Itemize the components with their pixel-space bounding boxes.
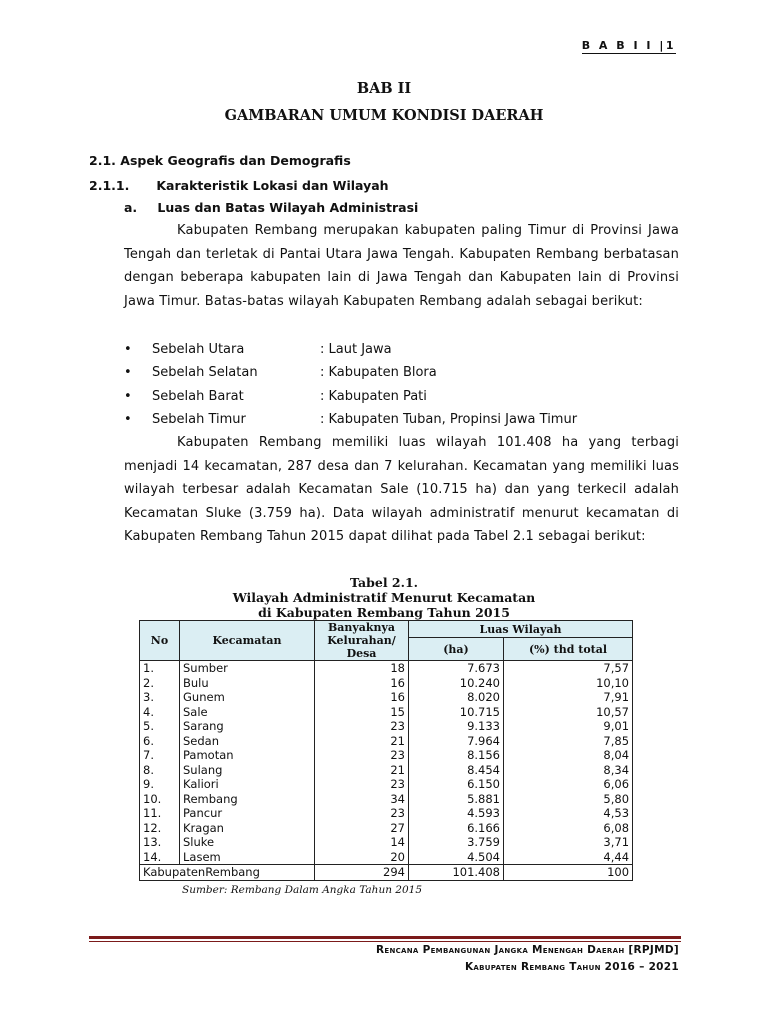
subsection-letter: a. [124,200,138,215]
paragraph-text: Kabupaten Rembang merupakan kabupaten paling Timur di Provinsi Jawa Tengah dan terletak di Pantai Utara Jawa Tengah. Kabupaten Rembang berbatasan dengan beberapa kabupaten lain di Jawa Tengah dan Kabupaten lain di Provinsi Jawa Timur. Batas-batas wilayah Kabupaten Rembang adalah sebagai berikut: [124,223,679,309]
cell-kecamatan: Kragan [180,821,315,836]
table-row [140,676,633,691]
cell-pct: 4,44 [504,850,633,865]
cell-no: 7. [140,748,180,763]
table-row [140,690,633,705]
cell-kecamatan: Sluke [180,835,315,850]
cell-kecamatan: Sedan [180,734,315,749]
cell-desa: 27 [315,821,409,836]
footer-region-years: Kabupaten Rembang Tahun 2016 – 2021 [465,961,679,973]
cell-ha: 3.759 [409,835,504,850]
cell-pct: 4,53 [504,806,633,821]
table-row [140,661,633,676]
cell-no: 2. [140,676,180,691]
col-header-luas: Luas Wilayah [409,621,633,638]
cell-desa: 23 [315,777,409,792]
cell-no: 3. [140,690,180,705]
table-row [140,734,633,749]
cell-pct: 10,10 [504,676,633,691]
cell-no: 1. [140,661,180,676]
cell-pct: 7,57 [504,661,633,676]
col-header-ha: (ha) [409,638,504,661]
border-direction: Sebelah Barat [152,389,244,404]
cell-desa: 16 [315,676,409,691]
section-number: 2.1. [89,153,116,168]
cell-desa: 20 [315,850,409,865]
cell-pct: 5,80 [504,792,633,807]
cell-pct: 8,34 [504,763,633,778]
district-area-table [139,620,633,881]
col-header-banyaknya: Banyaknya Kelurahan/ Desa [315,621,409,661]
cell-kecamatan: Bulu [180,676,315,691]
cell-total-desa: 294 [315,865,409,881]
cell-kecamatan: Sarang [180,719,315,734]
cell-no: 6. [140,734,180,749]
section-title: Aspek Geografis dan Demografis [120,153,351,168]
table-row [140,748,633,763]
cell-ha: 8.454 [409,763,504,778]
table-row [140,763,633,778]
border-direction: Sebelah Timur [152,412,246,427]
footer-rule-thick [89,936,681,939]
cell-pct: 8,04 [504,748,633,763]
section-heading-2-1 [89,153,351,168]
cell-ha: 10.715 [409,705,504,720]
table-row [140,850,633,865]
cell-kecamatan: Rembang [180,792,315,807]
bullet: • [124,342,132,357]
cell-desa: 21 [315,734,409,749]
table-row [140,806,633,821]
cell-desa: 23 [315,748,409,763]
section-number: 2.1.1. [89,178,130,193]
cell-no: 9. [140,777,180,792]
cell-no: 8. [140,763,180,778]
cell-ha: 4.504 [409,850,504,865]
bullet: • [124,412,132,427]
bullet: • [124,365,132,380]
cell-pct: 7,91 [504,690,633,705]
cell-desa: 18 [315,661,409,676]
border-value: : Kabupaten Tuban, Propinsi Jawa Timur [320,412,578,427]
cell-desa: 23 [315,806,409,821]
paragraph-location [124,219,679,313]
cell-no: 4. [140,705,180,720]
chapter-title: GAMBARAN UMUM KONDISI DAERAH [224,107,544,124]
table-caption-number: Tabel 2.1. [349,575,419,590]
chapter-number: BAB II [356,80,412,97]
cell-total-label: KabupatenRembang [140,865,315,881]
subsection-title: Luas dan Batas Wilayah Administrasi [157,200,419,215]
cell-pct: 10,57 [504,705,633,720]
border-value: : Kabupaten Pati [320,389,427,404]
cell-kecamatan: Pancur [180,806,315,821]
cell-no: 10. [140,792,180,807]
cell-kecamatan: Lasem [180,850,315,865]
col-header-pct: (%) thd total [504,638,633,661]
page-header-label: B A B I I |1 [581,39,676,52]
cell-pct: 9,01 [504,719,633,734]
bullet: • [124,389,132,404]
cell-total-pct: 100 [504,865,633,881]
cell-ha: 4.593 [409,806,504,821]
col-header-no: No [140,621,180,661]
footer-rule-thin [89,941,681,942]
cell-kecamatan: Pamotan [180,748,315,763]
cell-ha: 7.964 [409,734,504,749]
cell-no: 5. [140,719,180,734]
cell-ha: 8.156 [409,748,504,763]
cell-ha: 9.133 [409,719,504,734]
col-header-kecamatan: Kecamatan [180,621,315,661]
border-value: : Kabupaten Blora [320,365,437,380]
table-total-row [140,865,633,881]
cell-desa: 15 [315,705,409,720]
border-value: : Laut Jawa [320,342,392,357]
cell-kecamatan: Kaliori [180,777,315,792]
cell-ha: 6.150 [409,777,504,792]
cell-no: 13. [140,835,180,850]
cell-ha: 6.166 [409,821,504,836]
cell-kecamatan: Sale [180,705,315,720]
table-row [140,821,633,836]
table-row [140,777,633,792]
cell-kecamatan: Sumber [180,661,315,676]
border-direction: Sebelah Selatan [152,365,258,380]
cell-total-ha: 101.408 [409,865,504,881]
cell-desa: 16 [315,690,409,705]
cell-pct: 6,08 [504,821,633,836]
cell-ha: 8.020 [409,690,504,705]
footer-plan-title: Rencana Pembangunan Jangka Menengah Daerah [RPJMD] [375,944,679,956]
border-direction: Sebelah Utara [152,342,245,357]
cell-ha: 5.881 [409,792,504,807]
table-source-note: Sumber: Rembang Dalam Angka Tahun 2015 [182,884,423,896]
cell-pct: 7,85 [504,734,633,749]
cell-kecamatan: Gunem [180,690,315,705]
cell-desa: 14 [315,835,409,850]
table-row [140,835,633,850]
table-row [140,705,633,720]
cell-kecamatan: Sulang [180,763,315,778]
cell-pct: 6,06 [504,777,633,792]
table-row [140,719,633,734]
paragraph-text: Kabupaten Rembang memiliki luas wilayah 101.408 ha yang terbagi menjadi 14 kecamatan, 287 desa dan 7 kelurahan. Kecamatan yang memiliki luas wilayah terbesar adalah Kecamatan Sale (10.715 ha) dan yang terkecil adalah Kecamatan Sluke (3.759 ha). Data wilayah administratif menurut kecamatan di Kabupaten Rembang Tahun 2015 dapat dilihat pada Tabel 2.1 sebagai berikut: [124,435,679,544]
subsection-heading-a [124,200,418,215]
cell-ha: 7.673 [409,661,504,676]
cell-ha: 10.240 [409,676,504,691]
table-caption-title: Wilayah Administratif Menurut Kecamatan [232,590,536,605]
cell-no: 12. [140,821,180,836]
table-caption-subtitle: di Kabupaten Rembang Tahun 2015 [258,605,510,620]
section-heading-2-1-1 [89,178,389,193]
section-title: Karakteristik Lokasi dan Wilayah [156,178,389,193]
cell-no: 14. [140,850,180,865]
cell-desa: 21 [315,763,409,778]
paragraph-area [124,431,679,549]
cell-desa: 34 [315,792,409,807]
table-row [140,792,633,807]
cell-pct: 3,71 [504,835,633,850]
cell-no: 11. [140,806,180,821]
cell-desa: 23 [315,719,409,734]
